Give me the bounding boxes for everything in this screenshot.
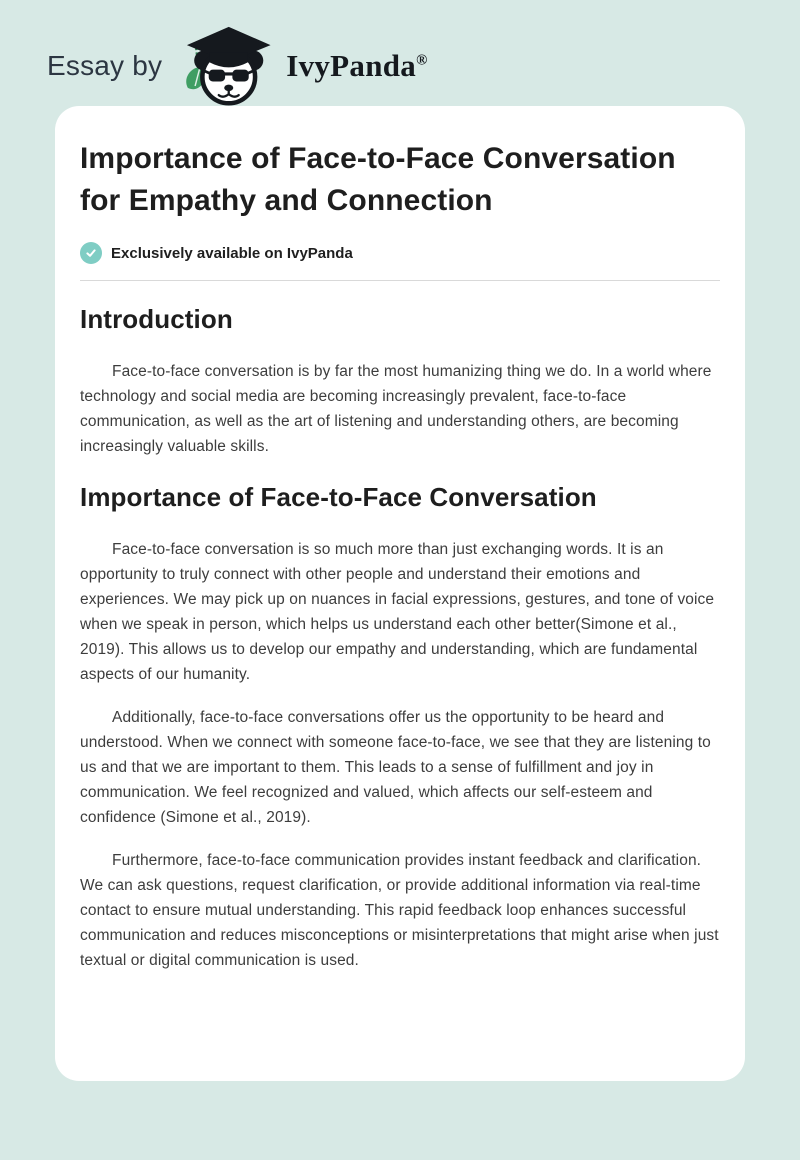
body-paragraph: Face-to-face conversation is so much more than just exchanging words. It is an opportunity to truly connect with other people and understand their emotions and experiences. We may pick up on nuances in facial expressions, gestures, and tone of voice when we speak in person, which helps us understand each other better(Simone et al., 2019). This allows us to develop our empathy and understanding, which are fundamental aspects of our humanity. bbox=[80, 541, 715, 683]
ivypanda-logo-icon bbox=[176, 24, 276, 108]
section-heading: Introduction bbox=[80, 304, 233, 334]
exclusive-badge bbox=[80, 242, 720, 264]
badge-label: Exclusively available on IvyPanda bbox=[111, 244, 353, 262]
divider bbox=[80, 280, 720, 281]
essay-card bbox=[55, 106, 745, 1081]
registered-mark: ® bbox=[416, 52, 428, 69]
body-paragraph: Face-to-face conversation is by far the most humanizing thing we do. In a world where technology and social media are becoming increasingly prevalent, face-to-face communication, as well as the art of listening and understanding others, are becoming increasingly valuable skills. bbox=[80, 363, 712, 455]
essay-body bbox=[80, 303, 720, 973]
essay-title: Importance of Face-to-Face Conversation for Empathy and Connection bbox=[80, 142, 676, 217]
essay-by-label: Essay by bbox=[47, 50, 163, 81]
brand-name bbox=[286, 48, 427, 84]
brand-text: IvyPanda bbox=[286, 48, 417, 83]
check-circle-icon bbox=[80, 242, 102, 264]
site-header bbox=[0, 0, 800, 106]
body-paragraph: Additionally, face-to-face conversations offer us the opportunity to be heard and understood. When we connect with someone face-to-face, we see that they are listening to us and that we are important to them. This leads to a sense of fulfillment and joy in communication. We feel recognized and valued, which affects our self-esteem and confidence (Simone et al., 2019). bbox=[80, 709, 711, 826]
section-heading: Importance of Face-to-Face Conversation bbox=[80, 482, 597, 512]
body-paragraph: Furthermore, face-to-face communication provides instant feedback and clarification. We can ask questions, request clarification, or provide additional information via real-time contact to ensure mutual understanding. This rapid feedback loop enhances successful communication and reduces misconceptions or misinterpretations that might arise when just textual or digital communication is used. bbox=[80, 852, 719, 969]
